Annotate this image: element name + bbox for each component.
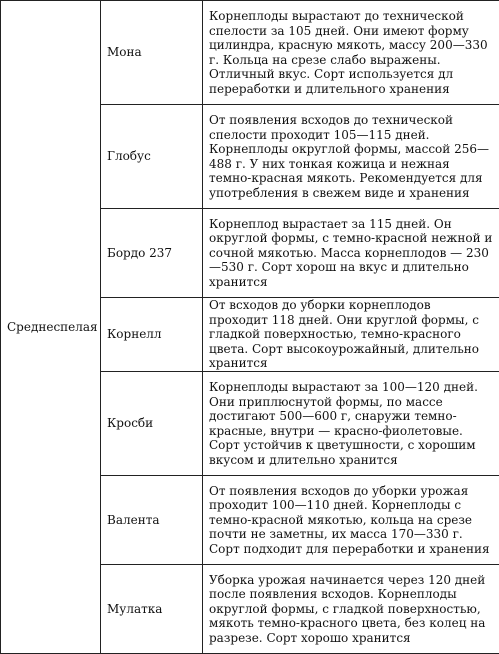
variety-description-text: От появления всходов до технической спелости проходит 105—115 дней. Корнеплоды округлой формы, массой 256—488 г. У них тонкая кожица и нежная темно-красная мякоть. Рекомендуется для употребления в свежем виде и хранения (209, 113, 489, 200)
variety-description (203, 372, 499, 476)
variety-name: Мулатка (101, 565, 203, 654)
variety-name: Глобус (101, 105, 203, 209)
variety-description-text: От всходов до уборки корнеплодов проходит 118 дней. Они круглой формы, с гладкой поверхностью, темно-красного цвета. Сорт высокоурожайный, длительно хранится (209, 298, 479, 371)
table-row (1, 1, 499, 105)
variety-description-text: Корнеплод вырастает за 115 дней. Он округлой формы, с темно-красной нежной и сочной мякотью. Масса корнеплодов — 230—530 г. Сорт хорош на вкус и длительно хранится (209, 216, 493, 289)
variety-name: Бордо 237 (101, 209, 203, 298)
variety-description-text: Корнеплоды вырастают за 100—120 дней. Они приплюснутой формы, по массе достигают 500—600 г, снаружи темно-красные, внутри — красно-фиолетовые. Сорт устойчив к цветушности, с хорошим вкусом и длительно хранится (209, 380, 478, 467)
variety-description (203, 1, 499, 105)
variety-name: Мона (101, 1, 203, 105)
variety-description (203, 476, 499, 565)
ripeness-group-cell (1, 1, 101, 654)
variety-description (203, 298, 499, 372)
variety-name: Кросби (101, 372, 203, 476)
variety-description-text: Уборка урожая начинается через 120 дней после появления всходов. Корнеплоды округлой формы, с гладкой поверхностью, мякоть темно-красного цвета, без колец на разрезе. Сорт хорошо хранится (209, 572, 486, 645)
variety-name: Валента (101, 476, 203, 565)
ripeness-group-label: Среднеспелая (7, 319, 98, 334)
variety-description (203, 565, 499, 654)
variety-description-text: Корнеплоды вырастают до технической спелости за 105 дней. Они имеют форму цилиндра, красную мякоть, массу 200—330 г. Кольца на срезе слабо выражены. Отличный вкус. Сорт используется дл переработки и длительного хранения (209, 9, 488, 96)
variety-name: Корнелл (101, 298, 203, 372)
variety-description-text: От появления всходов до уборки урожая проходит 100—110 дней. Корнеплоды с темно-красной мякотью, кольца на срезе почти не заметны, их масса 170—330 г. Сорт подходит для переработки и хранения (209, 483, 490, 556)
variety-description (203, 209, 499, 298)
variety-description (203, 105, 499, 209)
